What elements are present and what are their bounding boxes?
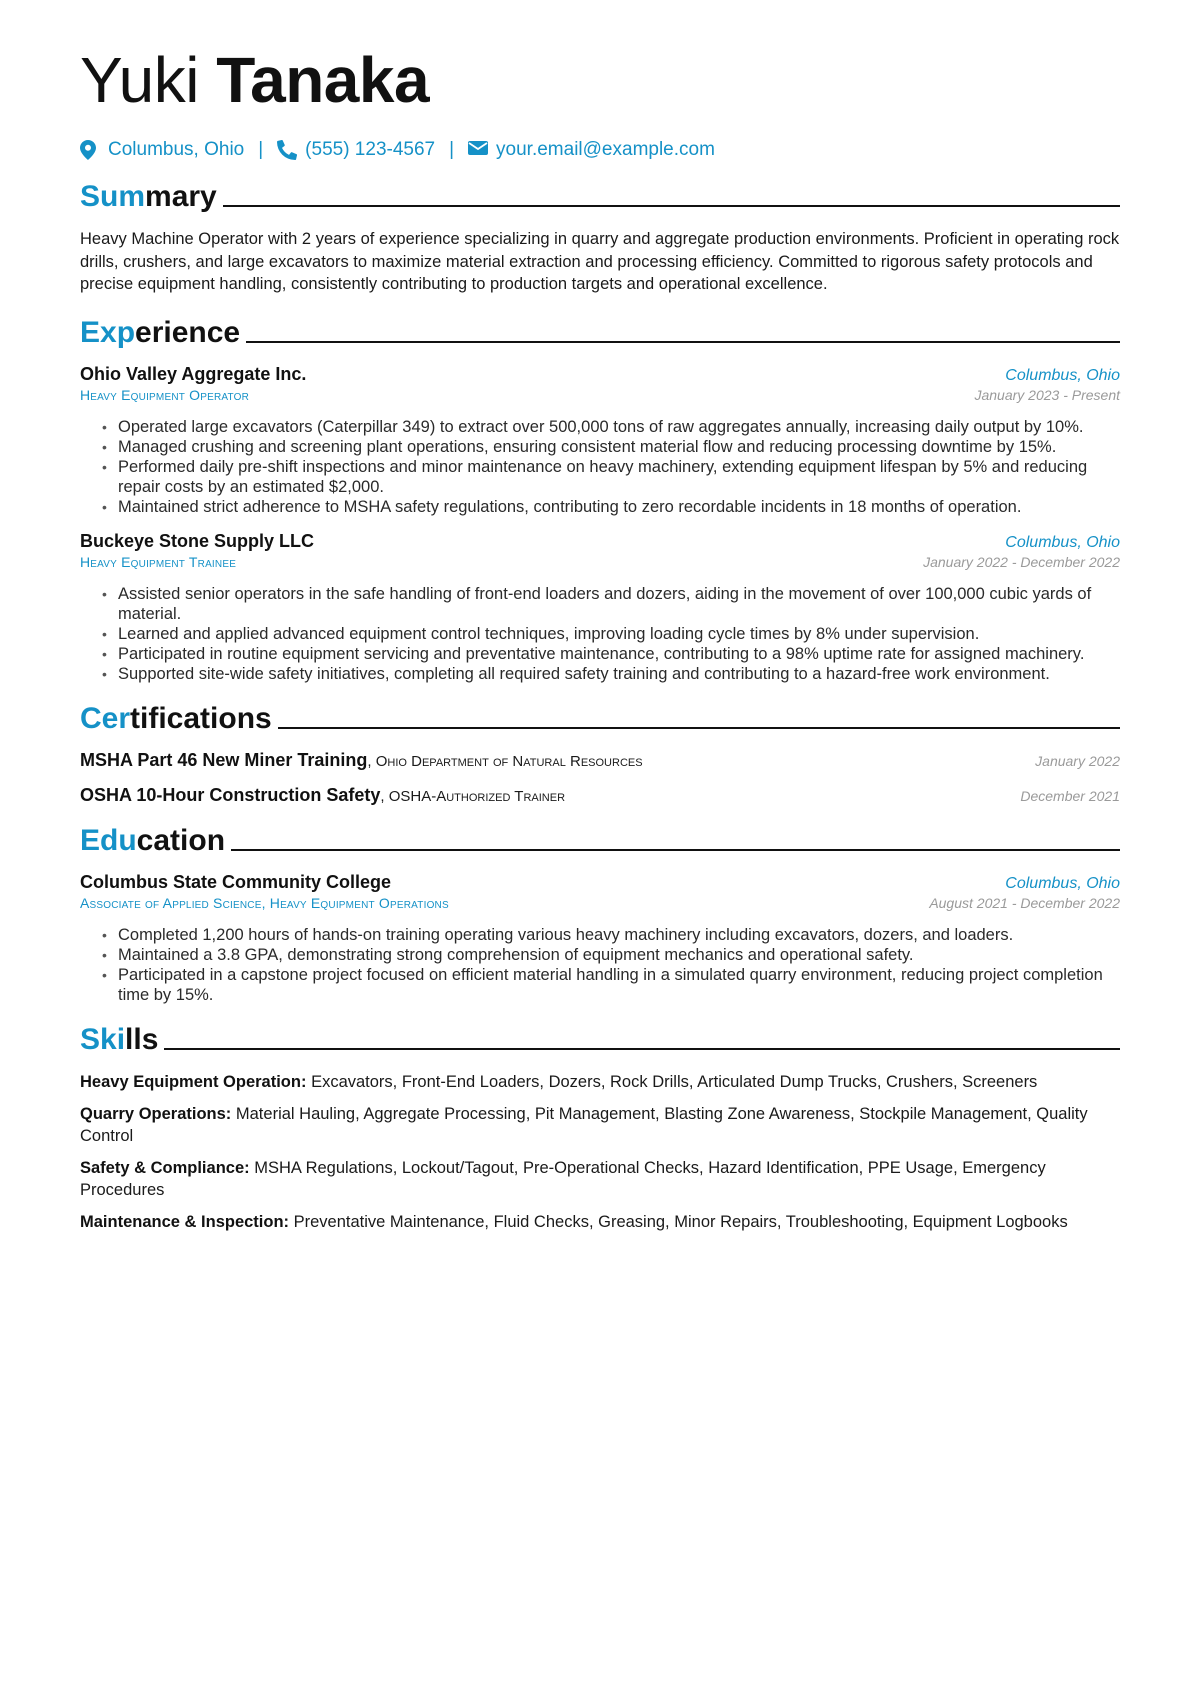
section-rule (164, 1048, 1120, 1050)
job-dates: January 2023 - Present (974, 386, 1120, 403)
certifications-title-rest: tifications (130, 701, 272, 735)
education-title-accent: Edu (80, 823, 137, 857)
summary-title-accent: Sum (80, 180, 146, 213)
school-location: Columbus, Ohio (1005, 874, 1120, 892)
skill-line (80, 1211, 1120, 1233)
cert-name: OSHA 10-Hour Construction Safety (80, 784, 381, 805)
list-item: • Operated large excavators (Caterpillar 349) to extract over 500,000 tons of raw aggregates annually, increasing daily output by 10%. (118, 417, 1120, 437)
experience-title-accent: Exp (80, 315, 136, 349)
education-heading (80, 818, 1120, 858)
last-name: Tanaka (216, 44, 430, 116)
skill-value: Preventative Maintenance, Fluid Checks, Greasing, Minor Repairs, Troubleshooting, Equipment Logbooks (293, 1212, 1068, 1231)
certification-item: OSHA 10-Hour Construction Safety, OSHA-Authorized Trainer December 2021 (80, 784, 1120, 805)
job-title: Heavy Equipment Trainee (80, 553, 237, 570)
skills-title-rest: lls (125, 1022, 159, 1056)
certifications-heading (80, 696, 1120, 736)
envelope-icon (468, 140, 488, 160)
company-name: Buckeye Stone Supply LLC (80, 530, 315, 551)
contact-phone (277, 139, 435, 161)
company-name: Ohio Valley Aggregate Inc. (80, 363, 307, 384)
experience-heading (80, 310, 1120, 350)
school-name: Columbus State Community College (80, 871, 392, 892)
job-location: Columbus, Ohio (1005, 533, 1120, 551)
list-item: • Maintained a 3.8 GPA, demonstrating strong comprehension of equipment mechanics and operational safety. (118, 945, 1120, 965)
section-rule (231, 849, 1120, 851)
education-dates: August 2021 - December 2022 (929, 894, 1120, 911)
cert-issuer: Ohio Department of Natural Resources (375, 752, 643, 770)
skills-heading (80, 1017, 1120, 1057)
contact-location (80, 139, 244, 161)
cert-name: MSHA Part 46 New Miner Training (80, 749, 368, 770)
map-pin-icon (80, 140, 100, 160)
section-rule (223, 205, 1120, 207)
education-bullets (80, 925, 1120, 1005)
contact-separator: | (258, 139, 264, 160)
education-title-rest: cation (136, 823, 226, 857)
list-item: • Learned and applied advanced equipment control techniques, improving loading cycle times by 8% under supervision. (118, 624, 1120, 644)
phone-text: (555) 123-4567 (305, 139, 436, 160)
list-item: • Supported site-wide safety initiatives, completing all required safety training and contributing to a hazard-free work environment. (118, 664, 1120, 684)
cert-date: December 2021 (1020, 787, 1120, 804)
certifications-title-accent: Cer (80, 701, 131, 735)
cert-date: January 2022 (1035, 752, 1120, 769)
list-item: • Completed 1,200 hours of hands-on training operating various heavy machinery including excavators, dozers, and loaders. (118, 925, 1120, 945)
skill-value: MSHA Regulations, Lockout/Tagout, Pre-Operational Checks, Hazard Identification, PPE Usage, Emergency Procedures (80, 1158, 1046, 1199)
certification-item: MSHA Part 46 New Miner Training, Ohio Department of Natural Resources January 2022 (80, 749, 1120, 770)
skill-line (80, 1157, 1120, 1201)
resume-name (80, 0, 1120, 118)
contact-separator: | (449, 139, 455, 160)
phone-icon (277, 140, 297, 160)
experience-entry (80, 364, 1120, 517)
summary-title-rest: mary (145, 180, 217, 213)
degree-title: Associate of Applied Science, Heavy Equipment Operations (80, 894, 449, 911)
summary-heading (80, 174, 1120, 214)
skill-line (80, 1103, 1120, 1147)
skill-line (80, 1071, 1120, 1093)
list-item: • Participated in a capstone project focused on efficient material handling in a simulated quarry environment, reducing project completion time by 15%. (118, 965, 1120, 1005)
cert-issuer: OSHA-Authorized Trainer (388, 787, 566, 805)
skill-value: Excavators, Front-End Loaders, Dozers, Rock Drills, Articulated Dump Trucks, Crushers, Screeners (311, 1072, 1038, 1091)
job-bullets (80, 417, 1120, 517)
experience-title-rest: erience (135, 315, 241, 349)
list-item: • Performed daily pre-shift inspections and minor maintenance on heavy machinery, extending equipment lifespan by 5% and reducing repair costs by an estimated $2,000. (118, 457, 1120, 497)
skills-title-accent: Ski (80, 1022, 126, 1056)
skill-label: Maintenance & Inspection: (80, 1212, 290, 1231)
job-bullets (80, 584, 1120, 684)
list-item: • Participated in routine equipment servicing and preventative maintenance, contributing to a 98% uptime rate for assigned machinery. (118, 644, 1120, 664)
experience-entry (80, 531, 1120, 684)
contact-email[interactable] (468, 139, 715, 161)
list-item: • Assisted senior operators in the safe handling of front-end loaders and dozers, aiding in the movement of over 100,000 cubic yards of material. (118, 584, 1120, 624)
location-text: Columbus, Ohio (108, 139, 245, 160)
job-location: Columbus, Ohio (1005, 366, 1120, 384)
contact-bar (80, 136, 1120, 164)
summary-text: Heavy Machine Operator with 2 years of experience specializing in quarry and aggregate production environments. Proficient in operating rock drills, crushers, and large excavators to maximize material extraction and processing efficiency. Committed to rigorous safety protocols and precise equipment handling, consistently contributing to production targets and operational excellence. (80, 230, 1120, 293)
job-dates: January 2022 - December 2022 (923, 553, 1120, 570)
first-name: Yuki (80, 44, 199, 116)
list-item: • Managed crushing and screening plant operations, ensuring consistent material flow and reducing processing downtime by 15%. (118, 437, 1120, 457)
skill-label: Safety & Compliance: (80, 1158, 250, 1177)
education-entry (80, 872, 1120, 1005)
section-rule (246, 341, 1120, 343)
skill-value: Material Hauling, Aggregate Processing, Pit Management, Blasting Zone Awareness, Stockpile Management, Quality Control (80, 1104, 1088, 1145)
list-item: • Maintained strict adherence to MSHA safety regulations, contributing to zero recordable incidents in 18 months of operation. (118, 497, 1120, 517)
email-link[interactable]: your.email@example.com (496, 139, 715, 160)
section-rule (278, 727, 1120, 729)
skill-label: Heavy Equipment Operation: (80, 1072, 307, 1091)
skill-label: Quarry Operations: (80, 1104, 232, 1123)
job-title: Heavy Equipment Operator (80, 386, 250, 403)
